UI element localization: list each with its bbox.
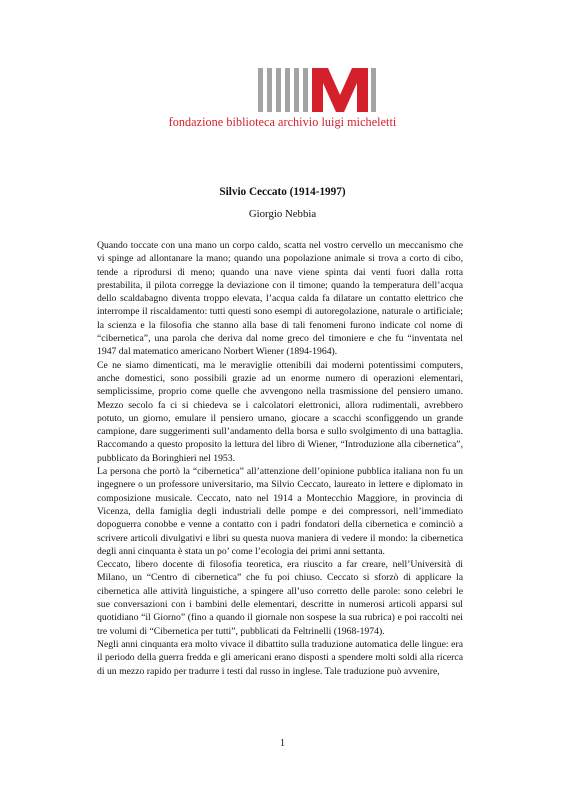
- logo-bar: [371, 68, 376, 112]
- paragraph: Ce ne siamo dimenticati, ma le meraviglie ottenibili dai moderni potentissimi computers, anche domestici, sono possibili grazie ad un enorme numero di operazioni elementari, semplicissime, proprio come quelle che avvengono nella trasmissione del pensiero umano. Mezzo secolo fa ci si chiedeva se i calcolatori elettronici, allora rudimentali, avrebbero potuto, un giorno, emulare il pensiero umano, giocare a scacchi sconfiggendo un grande campione, dare suggerimenti sull’andamento della borsa e sullo svolgimento di una battaglia. Raccomando a questo proposito la lettura del libro di Wiener, “Introduzione alla cibernetica”, pubblicato da Boringhieri nel 1953.: [97, 359, 463, 464]
- body-text: [97, 239, 463, 678]
- logo-bar: [258, 68, 263, 112]
- logo-bar: [294, 68, 299, 112]
- page-number: 1: [280, 738, 285, 749]
- document-author: Giorgio Nebbia: [248, 208, 317, 220]
- paragraph: La persona che portò la “cibernetica” all’attenzione dell’opinione pubblica italiana non fu un ingegnere o un professore universitario, ma Silvio Ceccato, laureato in lettere e diplomato in composizione musicale. Ceccato, nato nel 1914 a Montecchio Maggiore, in provincia di Vicenza, della famiglia degli industriali delle pompe e dei compressori, nell’immediato dopoguerra conobbe e venne a contatto con i padri fondatori della cibernetica e cominciò a scrivere articoli divulgativi e libri su questa nuova maniera di vedere il mondo: la cibernetica degli anni cinquanta è stata un po’ come l’ecologia dei primi anni settanta.: [97, 466, 463, 557]
- fondazione-m-logo-icon: [258, 68, 376, 112]
- logo-bar: [276, 68, 281, 112]
- document-title: Silvio Ceccato (1914-1997): [219, 186, 346, 198]
- paragraph: Negli anni cinquanta era molto vivace il dibattito sulla traduzione automatica delle lingue: era il periodo della guerra fredda e gli americani erano disposti a spendere molti soldi alla ricerca di un mezzo rapido per tradurre i testi dal russo in inglese. Tale traduzione può avvenire,: [97, 638, 463, 677]
- logo-bar: [285, 68, 290, 112]
- paragraph: Quando toccate con una mano un corpo caldo, scatta nel vostro cervello un meccanismo che vi spinge ad allontanare la mano; quando una popolazione animale si trova a corto di cibo, tende a riprodursi di meno; quando una nave viene spinta dai venti fuori dalla rotta prestabilita, il pilota corregge la deviazione con il timone; quando la temperatura dell’acqua dello scaldabagno diventa troppo elevata, l’acqua calda fa dilatare un contatto elettrico che interrompe il riscaldamento: tutti questi sono esempi di autoregolazione, naturale o artificiale; la scienza e la filosofia che stanno alla base di tali fenomeni furono indicate col nome di “cibernetica”, una parola che deriva dal nome greco del timoniere e che fu “inventata nel 1947 dal matematico americano Norbert Wiener (1894-1964).: [97, 240, 463, 358]
- logo-m-letter: [312, 68, 368, 112]
- logo-bar: [267, 68, 272, 112]
- paragraph: Ceccato, libero docente di filosofia teoretica, era riuscito a far creare, nell’Università di Milano, un “Centro di cibernetica” che fu poi chiuso. Ceccato si sforzò di applicare la cibernetica alle attività linguistiche, a spingere all’uso corretto delle parole: sono celebri le sue conversazioni con i bambini delle elementari, descritte in numerosi articoli apparsi sul quotidiano “il Giorno” (fino a quando il giornale non sospese la sua rubrica) e poi raccolti nei tre volumi di “Cibernetica per tutti”, pubblicati da Feltrinelli (1968-1974).: [97, 559, 463, 637]
- logo-bar: [303, 68, 308, 112]
- header-logo: [0, 68, 565, 130]
- organization-name: fondazione biblioteca archivio luigi micheletti: [168, 115, 397, 129]
